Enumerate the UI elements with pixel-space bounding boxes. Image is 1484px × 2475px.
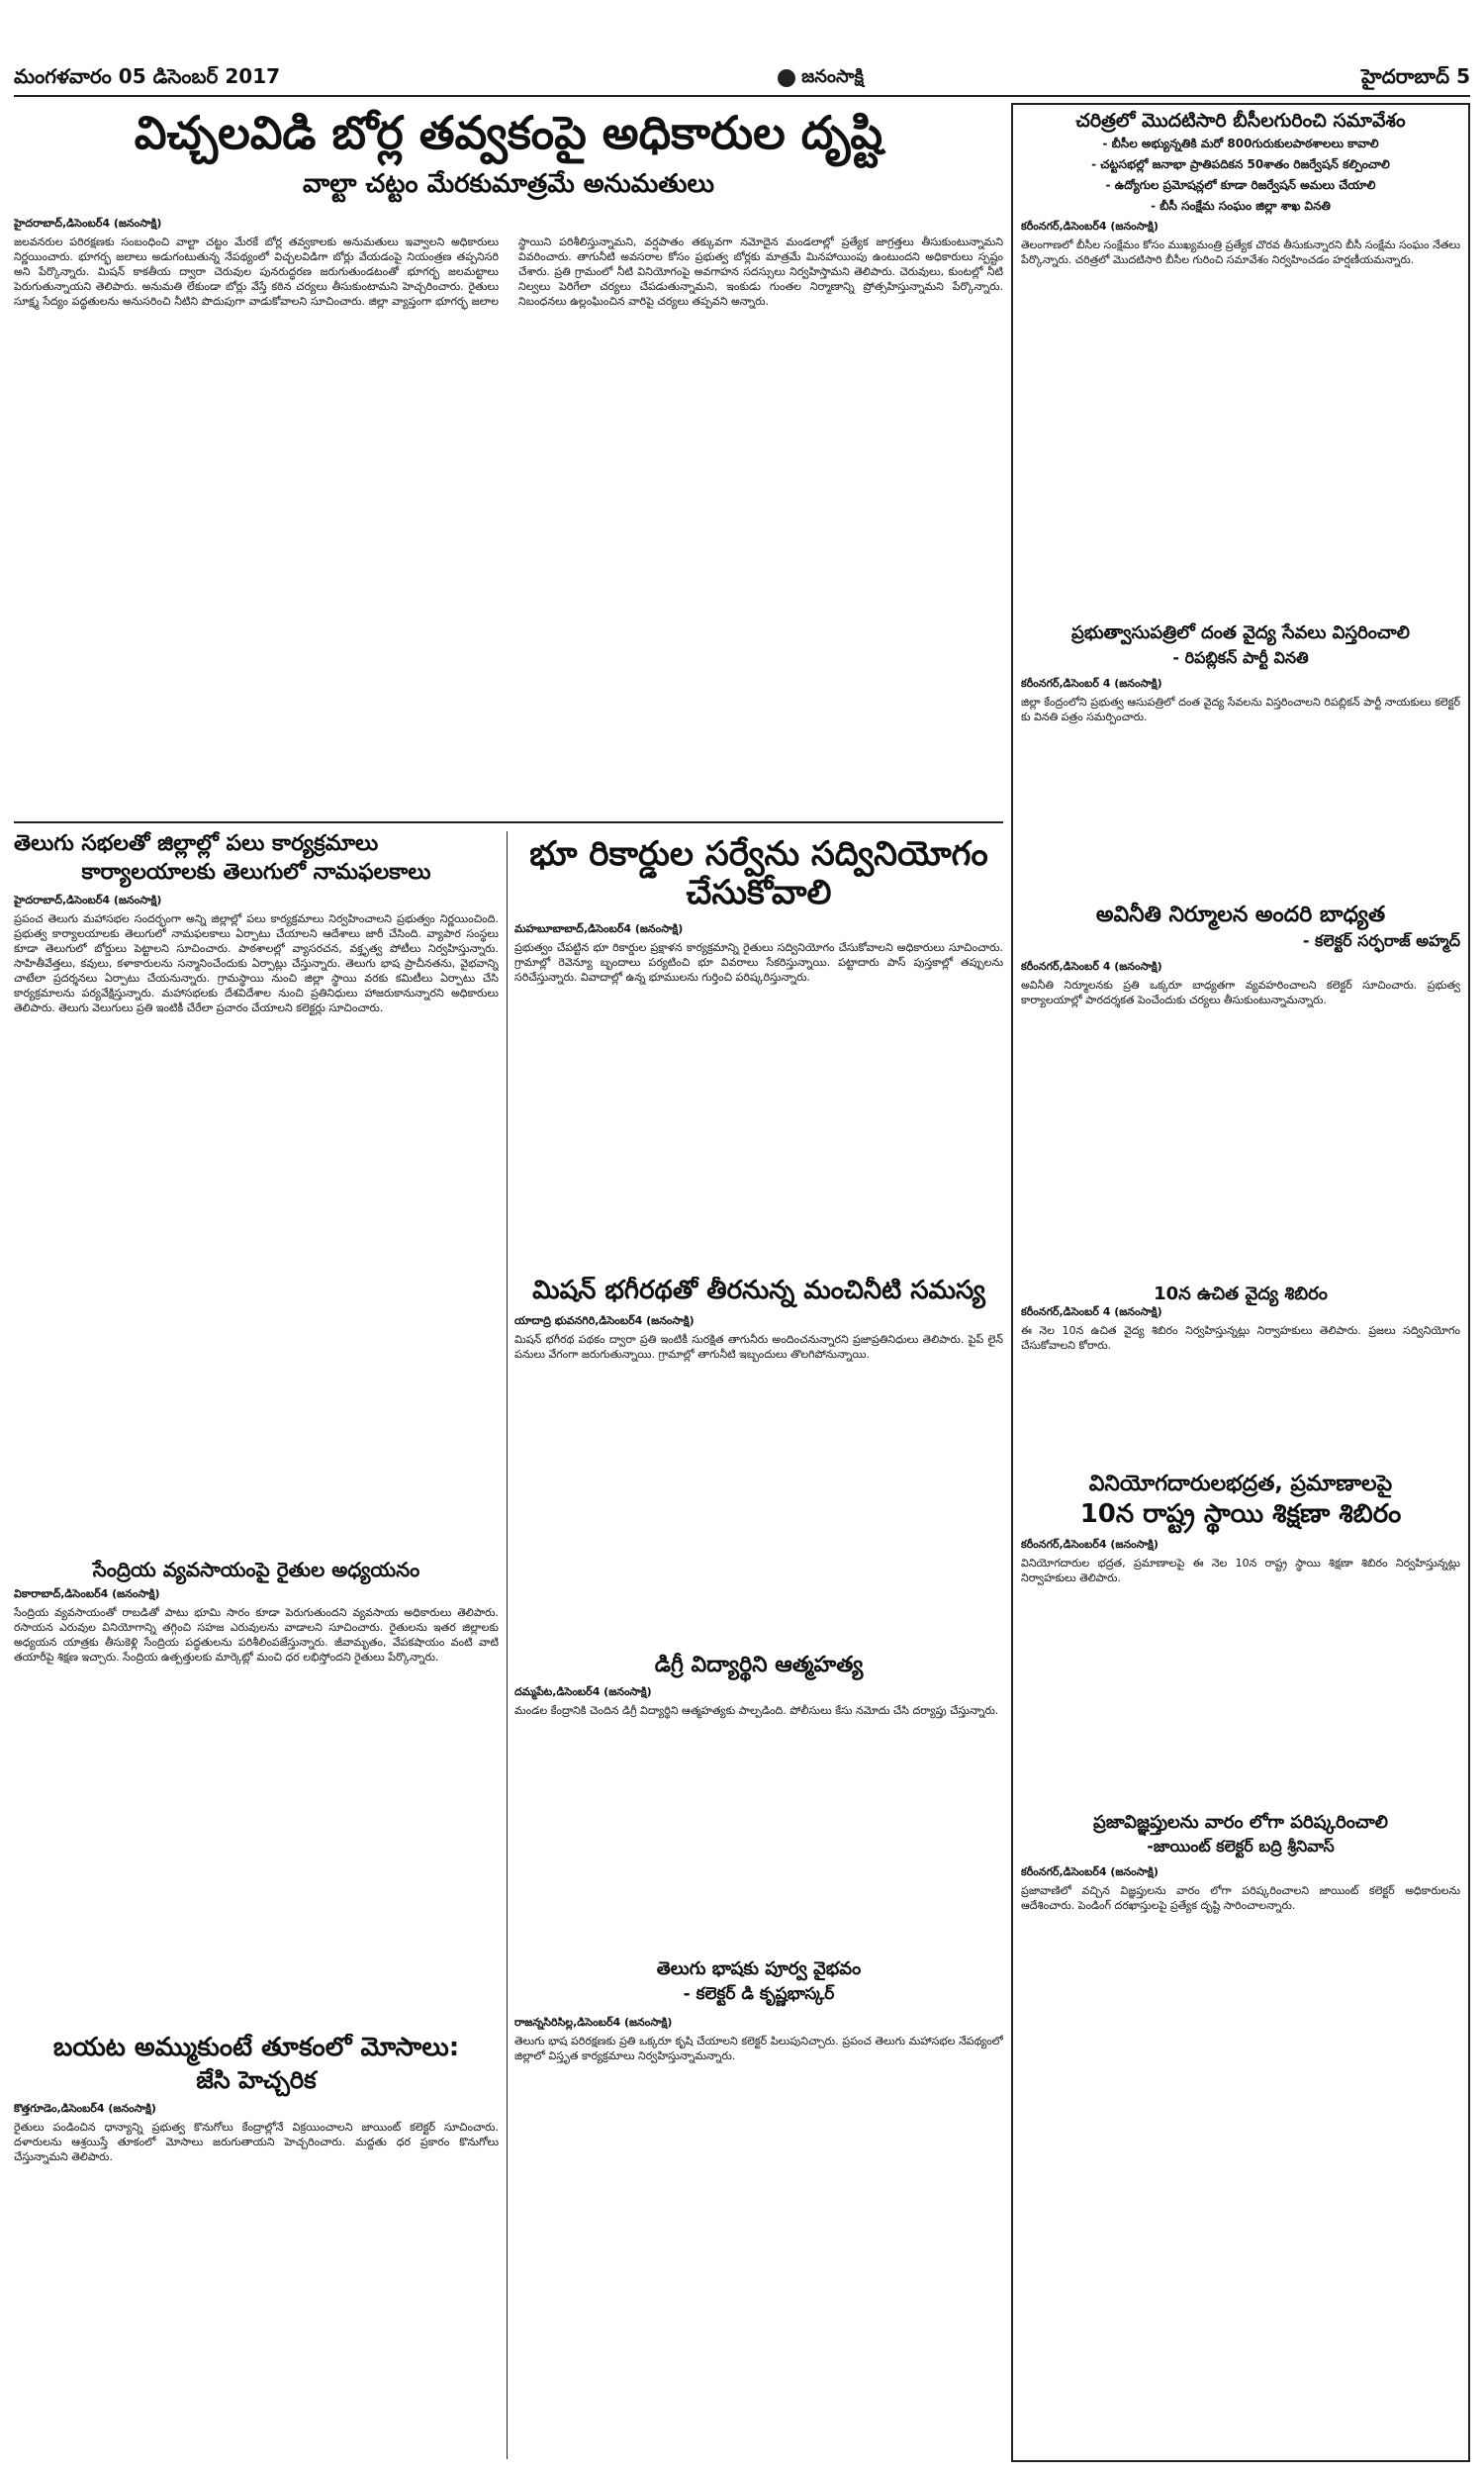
masthead-logo: జనంసాక్షి <box>778 66 864 91</box>
article-telugu-sabhalu: తెలుగు సభలతో జిల్లాల్లో పలు కార్యక్రమాలు కార్యాలయాలకు తెలుగులో నామఫలకాలు హైదరాబాద్,డిసెంబర్4 (జనంసాక్షి) ప్రపంచ తెలుగు మహాసభల సందర్భంగా అన్ని జిల్లాల్లో పలు కార్యక్రమాలు నిర్వహించాలని ప్రభుత్వం నిర్ణయించింది. ప్రభుత్వ కార్యాలయాలకు తెలుగులో నామఫలకాలు ఏర్పాటు చేయాలని ఆదేశాలు జారీ చేసింది. వ్యాపార సంస్థలు కూడా తెలుగులో బోర్డులు పెట్టాలని సూచించారు. పాఠశాలల్లో వ్యాసరచన, వక్తృత్వ పోటీలు నిర్వహిస్తున్నారు. సాహితీవేత్తలు, కవులు, కళాకారులను సన్మానించేందుకు ఏర్పాట్లు చేస్తున్నారు. తెలుగు భాష ప్రాచీనతను, వైభవాన్ని చాటేలా ప్రదర్శనలు ఏర్పాటు చేయనున్నారు. గ్రామస్థాయి నుంచి జిల్లా స్థాయి వరకు కమిటీలు ఏర్పాటు చేసి కార్యక్రమాలను పర్యవేక్షిస్తున్నారు. మహాసభలకు దేశవిదేశాల నుంచి ప్రతినిధులు హాజరుకానున్నారని అధికారులు తెలిపారు. తెలుగు వెలుగులు ప్రతి ఇంటికీ చేరేలా ప్రచారం చేయాలని కలెక్టర్లు సూచించారు. <box>14 831 499 1014</box>
article-mission-bhagiratha: మిషన్ భగీరథతో తీరనున్న మంచినీటి సమస్య యాదాద్రి భువనగిరి,డిసెంబర్4 (జనంసాక్షి) మిషన్ భగీరథ పథకం ద్వారా ప్రతి ఇంటికీ సురక్షిత తాగునీరు అందించనున్నారని ప్రజాప్రతినిధులు తెలిపారు. పైప్ లైన్ పనులు వేగంగా జరుగుతున్నాయి. గ్రామాల్లో తాగునీటి ఇబ్బందులు తొలగిపోనున్నాయి. <box>514 1277 1003 1361</box>
article-body: జలవనరుల పరిరక్షణకు సంబంధించి వాల్టా చట్టం మేరకే బోర్ల తవ్వకాలకు అనుమతులు ఇవ్వాలని అధికారులు నిర్ణయించారు. భూగర్భ జలాలు అడుగంటుతున్న నేపథ్యంలో విచ్చలవిడిగా బోర్లు వేయడంపై నియంత్రణ తప్పనిసరి అని పేర్కొన్నారు. మిషన్ కాకతీయ ద్వారా చెరువుల పునరుద్ధరణ జరుగుతుండటంతో భూగర్భ జలమట్టాలు పెరుగుతున్నాయని తెలిపారు. అనుమతి లేకుండా బోర్లు వేస్తే కఠిన చర్యలు తీసుకుంటామని హెచ్చరించారు. రైతులు సూక్ష్మ సేద్యం పద్ధతులను అనుసరించి నీటిని పొదుపుగా వాడుకోవాలని సూచించారు. జిల్లా వ్యాప్తంగా భూగర్భ జలాల స్థాయిని పరిశీలిస్తున్నామని, వర్షపాతం తక్కువగా నమోదైన మండలాల్లో ప్రత్యేక జాగ్రత్తలు తీసుకుంటున్నామని వివరించారు. తాగునీటి అవసరాల కోసం ప్రభుత్వ బోర్లకు మాత్రమే మినహాయింపు ఉంటుందని అధికారులు స్పష్టం చేశారు. ప్రతి గ్రామంలో నీటి వినియోగంపై అవగాహన సదస్సులు నిర్వహిస్తామని తెలిపారు. చెరువులు, కుంటల్లో నీటి నిల్వలు పెరిగేలా చర్యలు చేపడుతున్నామని, ఇంకుడు గుంతల నిర్మాణాన్ని ప్రోత్సహిస్తున్నామని పేర్కొన్నారు. నిబంధనలు ఉల్లంఘించిన వారిపై చర్యలు తప్పవని అన్నారు. <box>14 235 1003 308</box>
issue-date: మంగళవారం 05 డిసెంబర్ 2017 <box>14 63 281 88</box>
article-sendriya: సేంద్రియ వ్యవసాయంపై రైతుల అధ్యయనం వికారాబాద్,డిసెంబర్4 (జనంసాక్షి) సేంద్రియ వ్యవసాయంతో రాబడితో పాటు భూమి సారం కూడా పెరుగుతుందని వ్యవసాయ అధికారులు తెలిపారు. రసాయన ఎరువుల వినియోగాన్ని తగ్గించి సహజ ఎరువులను వాడాలని సూచించారు. రైతులను ఇతర జిల్లాలకు అధ్యయన యాత్రకు తీసుకెళ్లి సేంద్రియ పద్ధతులను పరిశీలింపజేస్తున్నారు. జీవామృతం, వేపకషాయం వంటి వాటి తయారీపై శిక్షణ ఇచ్చారు. సేంద్రియ ఉత్పత్తులకు మార్కెట్లో మంచి ధర లభిస్తోందని రైతులు పేర్కొన్నారు. <box>14 1559 499 1664</box>
sidebar: చరిత్రలో మొదటిసారి బీసీలగురించి సమావేశం - బీసీల అభ్యున్నతికి మరో 800గురుకులపాఠశాలలు కావాలి - చట్టసభల్లో జనాభా ప్రాతిపదికన 50శాతం రిజర్వేషన్ కల్పించాలి - ఉద్యోగుల ప్రమోషన్లలో కూడా రిజర్వేషన్ అమలు చేయాలి - బీసీ సంక్షేమ సంఘం జిల్లా శాఖ వినతి కరీంనగర్,డిసెంబర్4 (జనంసాక్షి) తెలంగాణలో బీసీల సంక్షేమం కోసం ముఖ్యమంత్రి ప్రత్యేక చొరవ తీసుకున్నారని బీసీ సంక్షేమ సంఘం నేతలు పేర్కొన్నారు. చరిత్రలో మొదటిసారి బీసీల గురించి సమావేశం నిర్వహించడం హర్షణీయమన్నారు. ప్రభుత్వాసుపత్రిలో దంత వైద్య సేవలు విస్తరించాలి - రిపబ్లికన్ పార్టీ వినతి కరీంనగర్,డిసెంబర్ 4 (జనంసాక్షి) జిల్లా కేంద్రంలోని ప్రభుత్వ ఆసుపత్రిలో దంత వైద్య సేవలను విస్తరించాలని రిపబ్లికన్ పార్టీ నాయకులు కలెక్టర్ కు వినతి పత్రం సమర్పించారు. అవినీతి నిర్మూలన అందరి బాధ్యత - కలెక్టర్ సర్ఫరాజ్ అహ్మద్ కరీంనగర్,డిసెంబర్ 4 (జనంసాక్షి) అవినీతి నిర్మూలనకు ప్రతి ఒక్కరూ బాధ్యతగా వ్యవహరించాలని కలెక్టర్ సూచించారు. ప్రభుత్వ కార్యాలయాల్లో పారదర్శకత పెంచేందుకు చర్యలు తీసుకుంటున్నామన్నారు. 10న ఉచిత వైద్య శిబిరం కరీంనగర్,డిసెంబర్ 4 (జనంసాక్షి) ఈ నెల 10న ఉచిత వైద్య శిబిరం నిర్వహిస్తున్నట్లు నిర్వాహకులు తెలిపారు. ప్రజలు సద్వినియోగం చేసుకోవాలని కోరారు. వినియోగదారులభద్రత, ప్రమాణాలపై 10న రాష్ట్ర స్థాయి శిక్షణా శిబిరం కరీంనగర్,డిసెంబర్4 (జనంసాక్షి) వినియోగదారుల భద్రత, ప్రమాణాలపై ఈ నెల 10న రాష్ట్ర స్థాయి శిక్షణా శిబిరం నిర్వహిస్తున్నట్లు నిర్వాహకులు తెలిపారు. ప్రజావిజ్ఞప్తులను వారం లోగా పరిష్కరించాలి -జాయింట్ కలెక్టర్ బద్రి శ్రీనివాస్ కరీంనగర్,డిసెంబర్4 (జనంసాక్షి) ప్రజావాణిలో వచ్చిన విజ్ఞప్తులను వారం లోగా పరిష్కరించాలని జాయింట్ కలెక్టర్ అధికారులను ఆదేశించారు. పెండింగ్ దరఖాస్తులపై ప్రత్యేక దృష్టి సారించాలన్నారు. <box>1011 103 1470 2462</box>
article-degree-student: డిగ్రీ విద్యార్థిని ఆత్మహత్య దమ్మపేట,డిసెంబర్4 (జనంసాక్షి) మండల కేంద్రానికి చెందిన డిగ్రీ విద్యార్థిని ఆత్మహత్యకు పాల్పడింది. పోలీసులు కేసు నమోదు చేసి దర్యాప్తు చేస్తున్నారు. <box>514 1653 999 1718</box>
lead-headline: విచ్చలవిడి బోర్ల తవ్వకంపై అధికారుల దృష్టి <box>134 106 883 159</box>
column-rule <box>507 831 508 2459</box>
article-telugu-bhasha: తెలుగు భాషకు పూర్వ వైభవం - కలెక్టర్ డి కృష్ణభాస్కర్ రాజన్నసిరిసిల్ల,డిసెంబర్4 (జనంసాక్షి) తెలుగు భాష పరిరక్షణకు ప్రతి ఒక్కరూ కృషి చేయాలని కలెక్టర్ పిలుపునిచ్చారు. ప్రపంచ తెలుగు మహాసభల నేపథ్యంలో జిల్లాలో విస్తృత కార్యక్రమాలు నిర్వహిస్తున్నామన్నారు. <box>514 1959 1003 2062</box>
page-location: హైదరాబాద్ 5 <box>1361 63 1470 88</box>
article-bhu-records: భూ రికార్డుల సర్వేను సద్వినియోగం చేసుకోవాలి మహబూబాబాద్,డిసెంబర్4 (జనంసాక్షి) ప్రభుత్వం చేపట్టిన భూ రికార్డుల ప్రక్షాళన కార్యక్రమాన్ని రైతులు సద్వినియోగం చేసుకోవాలని అధికారులు సూచించారు. గ్రామాల్లో రెవెన్యూ బృందాలు పర్యటించి భూ వివరాలు సేకరిస్తున్నాయి. పట్టాదారు పాస్ పుస్తకాల్లో తప్పులను సరిచేస్తున్నారు. వివాదాల్లో ఉన్న భూములను గుర్తించి పరిష్కరిస్తున్నారు. <box>514 834 1003 985</box>
dateline: హైదరాబాద్,డిసెంబర్4 (జనంసాక్షి) <box>14 216 162 230</box>
divider <box>14 821 1003 823</box>
page-header <box>14 61 1470 97</box>
lead-subheadline: వాల్టా చట్టం మేరకుమాత్రమే అనుమతులు <box>303 168 714 199</box>
logo-icon <box>778 69 795 87</box>
lead-article <box>14 103 1003 815</box>
article-tookam: బయట అమ్ముకుంటే తూకంలో మోసాలు: జేసి హెచ్చరిక కొత్తగూడెం,డిసెంబర్4 (జనంసాక్షి) రైతులు పండించిన ధాన్యాన్ని ప్రభుత్వ కొనుగోలు కేంద్రాల్లోనే విక్రయించాలని జాయింట్ కలెక్టర్ సూచించారు. దళారులను ఆశ్రయిస్తే తూకంలో మోసాలు జరుగుతాయని హెచ్చరించారు. మద్దతు ధర ప్రకారం కొనుగోలు చేస్తున్నామని తెలిపారు. <box>14 2034 499 2164</box>
